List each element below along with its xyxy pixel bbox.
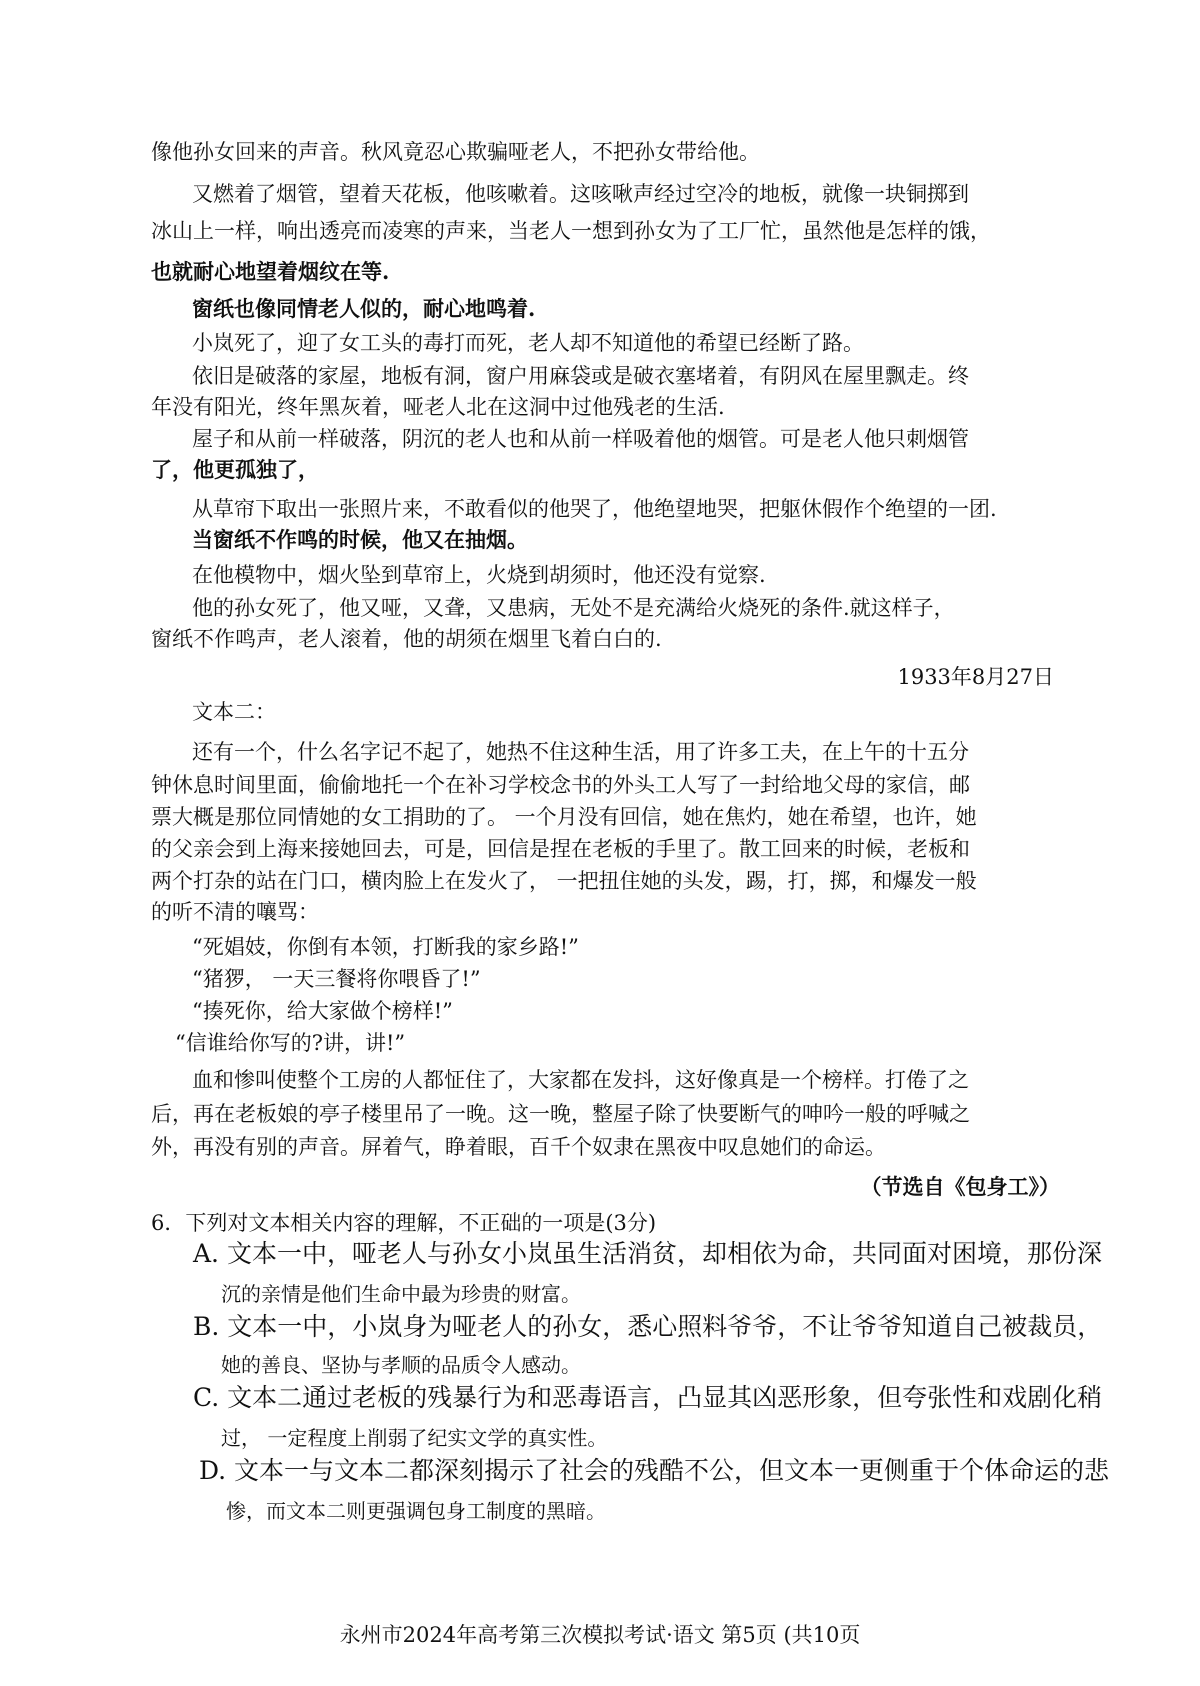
option-b: B. 文本一中，小岚身为哑老人的孙女，悉心照料爷爷，不让爷爷知道自己被裁员，: [193, 1312, 1103, 1341]
text1-line: 窗纸也像同情老人似的，耐心地鸣着.: [192, 296, 536, 321]
text1-line: 在他模物中，烟火坠到草帘上，火烧到胡须时，他还没有觉察.: [192, 563, 766, 587]
text1-line: 窗纸不作鸣声，老人滚着，他的胡须在烟里飞着白白的.: [151, 627, 662, 651]
text2-dialogue: “信谁给你写的?讲，讲!”: [175, 1031, 406, 1055]
option-d-cont: 惨，而文本二则更强调包身工制度的黑暗。: [226, 1499, 606, 1523]
text2-line: 钟休息时间里面，偷偷地托一个在补习学校念书的外头工人写了一封给地父母的家信，邮: [151, 773, 970, 797]
text2-line: 的听不清的嚷骂：: [151, 900, 319, 924]
text2-line: 还有一个，什么名字记不起了，她热不住这种生活，用了许多工夫，在上午的十五分: [192, 740, 969, 764]
text1-line: 依旧是破落的家屋，地板有洞，窗户用麻袋或是破衣塞堵着，有阴风在屋里飘走。终: [192, 364, 969, 388]
option-d: D. 文本一与文本二都深刻揭示了社会的残酷不公，但文本一更侧重于个体命运的悲: [199, 1456, 1110, 1485]
text1-line: 屋子和从前一样破落，阴沉的老人也和从前一样吸着他的烟管。可是老人他只刺烟管: [192, 427, 969, 451]
text2-line: 外，再没有别的声音。屏着气，睁着眼，百千个奴隶在黑夜中叹息她们的命运。: [151, 1135, 886, 1159]
text2-dialogue: “死娼妓，你倒有本领，打断我的家乡路!”: [192, 935, 579, 959]
text1-line: 年没有阳光，终年黑灰着，哑老人北在这洞中过他残老的生活.: [151, 395, 725, 419]
page-footer: 永州市2024年高考第三次模拟考试·语文 第5页 (共10页: [339, 1623, 861, 1647]
option-c: C. 文本二通过老板的残暴行为和恶毒语言，凸显其凶恶形象，但夸张性和戏剧化稍: [193, 1383, 1103, 1412]
text2-source: （节选自《包身工》）: [860, 1174, 1060, 1199]
text2-line: 血和惨叫使整个工房的人都怔住了，大家都在发抖，这好像真是一个榜样。打倦了之: [192, 1068, 969, 1092]
text1-line: 他的孙女死了，他又哑，又聋，又患病，无处不是充满给火烧死的条件.就这样子，: [192, 596, 955, 620]
text1-line: 冰山上一样，响出透亮而凌寒的声来，当老人一想到孙女为了工厂忙，虽然他是怎样的饿，: [151, 219, 991, 243]
text2-dialogue: “揍死你，给大家做个榜样!”: [192, 999, 453, 1023]
option-c-cont: 过， 一定程度上削弱了纪实文学的真实性。: [221, 1426, 608, 1450]
text1-line: 从草帘下取出一张照片来，不敢看似的他哭了，他绝望地哭，把躯休假作个绝望的一团.: [192, 497, 997, 521]
text1-line: 当窗纸不作鸣的时候，他又在抽烟。: [192, 527, 528, 552]
text1-line: 也就耐心地望着烟纹在等.: [151, 259, 390, 284]
text1-date: 1933年8月27日: [897, 665, 1054, 689]
text1-line: 小岚死了，迎了女工头的毒打而死，老人却不知道他的希望已经断了路。: [192, 331, 864, 355]
text2-line: 后，再在老板娘的亭子楼里吊了一晚。这一晚，整屋子除了快要断气的呻吟一般的呼喊之: [151, 1102, 970, 1126]
text2-line: 的父亲会到上海来接她回去，可是，回信是捏在老板的手里了。散工回来的时候，老板和: [151, 837, 970, 861]
text2-line: 两个打杂的站在门口，横肉脸上在发火了， 一把扭住她的头发，踢，打，掷，和爆发一般: [151, 869, 977, 893]
text2-heading: 文本二：: [192, 700, 276, 724]
text2-line: 票大概是那位同情她的女工捐助的了。 一个月没有回信，她在焦灼，她在希望，也许，她: [151, 805, 977, 829]
text1-line: 又燃着了烟管，望着天花板，他咳嗽着。这咳啾声经过空冷的地板，就像一块铜掷到: [192, 182, 969, 206]
option-a-cont: 沉的亲情是他们生命中最为珍贵的财富。: [221, 1282, 581, 1306]
text1-line: 了，他更孤独了，: [151, 457, 319, 482]
option-b-cont: 她的善良、坚协与孝顺的品质令人感动。: [221, 1353, 581, 1377]
text1-line: 像他孙女回来的声音。秋风竟忍心欺骗哑老人，不把孙女带给他。: [151, 140, 760, 164]
option-a: A. 文本一中，哑老人与孙女小岚虽生活消贫，却相依为命，共同面对困境，那份深: [193, 1239, 1102, 1268]
text2-dialogue: “猪猡， 一天三餐将你喂昏了!”: [192, 967, 481, 991]
question-stem: 6．下列对文本相关内容的理解，不正础的一项是(3分): [151, 1211, 657, 1235]
